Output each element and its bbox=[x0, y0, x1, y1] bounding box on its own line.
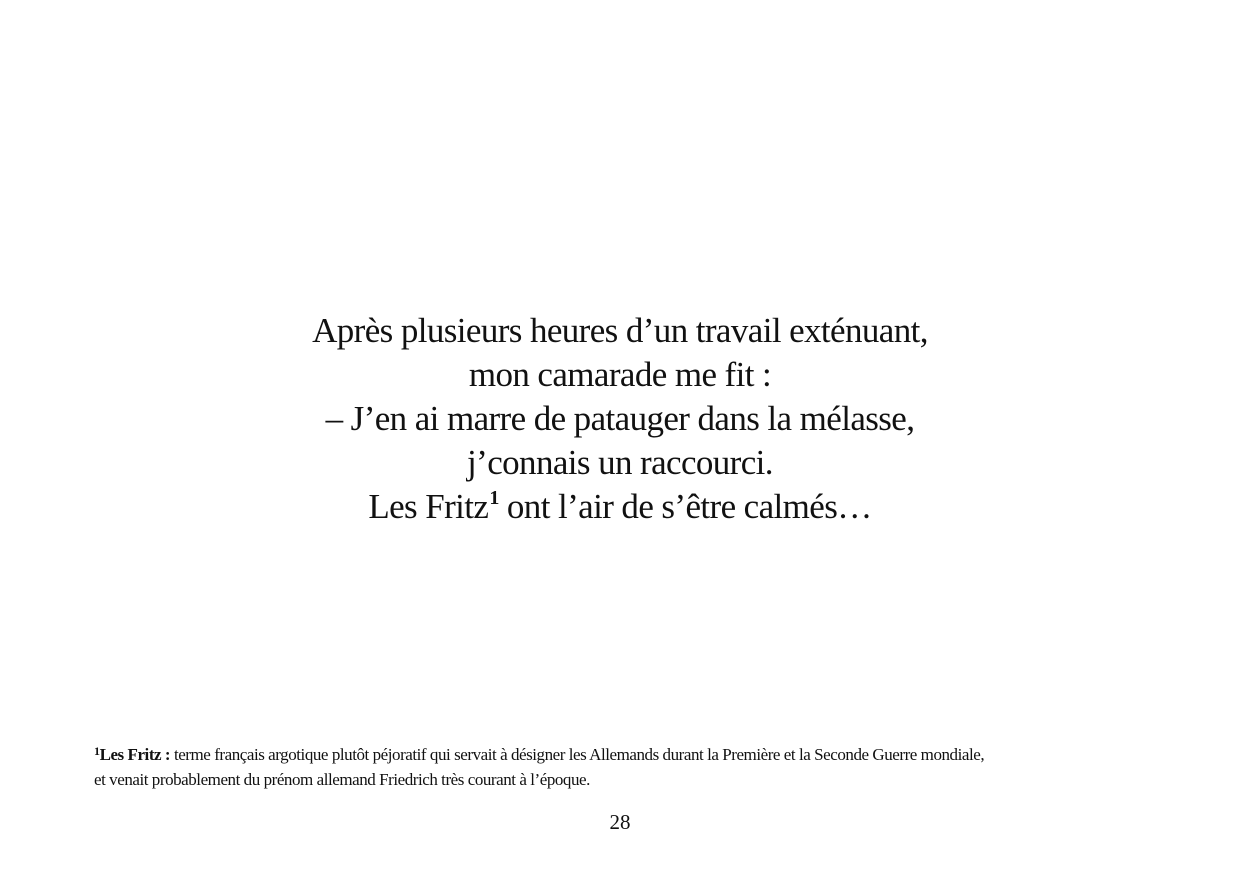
footnote-term: Les Fritz : bbox=[99, 745, 171, 764]
footnote-line-1 bbox=[94, 742, 1184, 767]
main-text-block bbox=[0, 309, 1240, 529]
text-line-3: – J’en ai marre de patauger dans la mélasse, bbox=[325, 399, 915, 438]
text-line-4: j’connais un raccourci. bbox=[467, 443, 773, 482]
text-line-2: mon camarade me fit : bbox=[468, 355, 772, 394]
text-line-5 bbox=[0, 485, 1240, 529]
text-line-5-end: ont l’air de s’être calmés… bbox=[498, 487, 872, 526]
footnote-marker: 1 bbox=[94, 744, 100, 758]
text-line-5-start: Les Fritz bbox=[368, 487, 489, 526]
text-line-1: Après plusieurs heures d’un travail exténuant, bbox=[312, 311, 928, 350]
footnote bbox=[94, 742, 1184, 792]
footnote-line-2: et venait probablement du prénom allemand Friedrich très courant à l’époque. bbox=[94, 770, 590, 789]
footnote-reference: 1 bbox=[489, 487, 499, 509]
page-number: 28 bbox=[609, 810, 631, 834]
footnote-definition: terme français argotique plutôt péjoratif qui servait à désigner les Allemands durant la Première et la Seconde Guerre mondiale, bbox=[170, 745, 985, 764]
